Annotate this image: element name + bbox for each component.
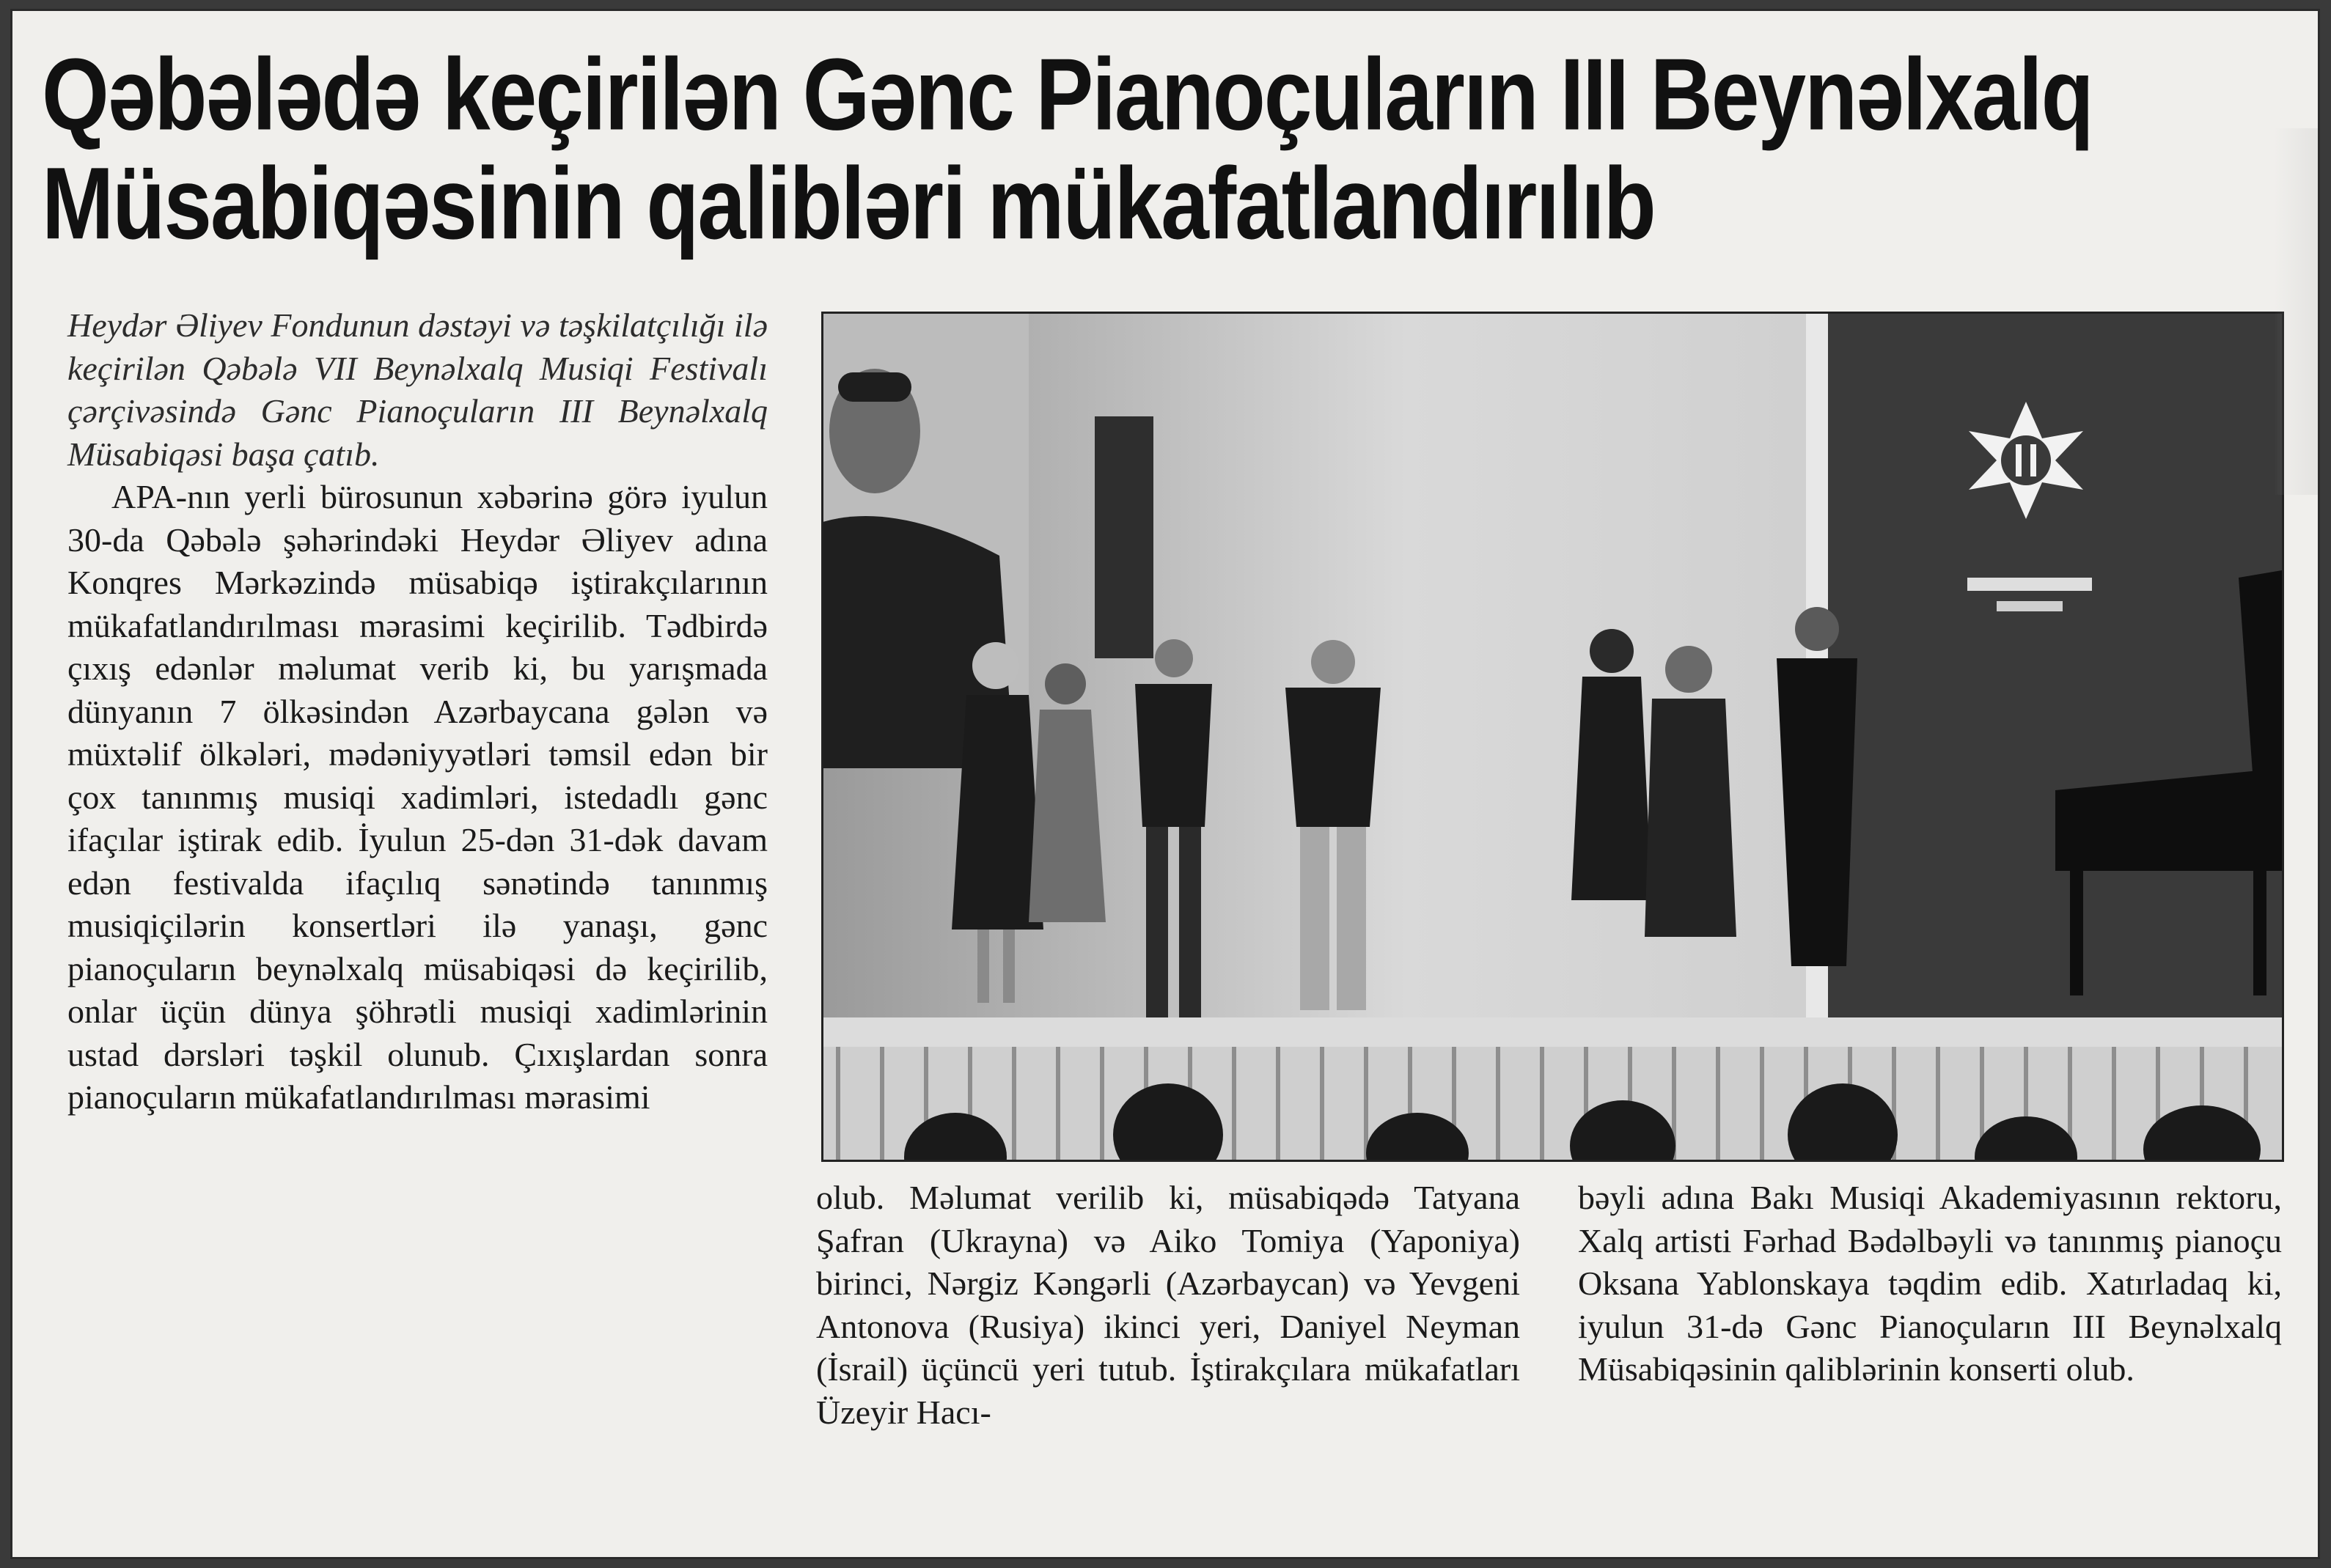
ceremony-photo-illustration — [823, 314, 2282, 1160]
body-paragraph-1: APA-nın yerli bürosunun xəbərinə görə iyulun 30-da Qəbələ şəhərindəki Heydər Əliyev adına Konqres Mərkəzində müsabiqə iştirakçılarının mükafatlandırılması mərasimi keçirilib. Tədbirdə çıxış edənlər məlumat verib ki, bu yarışmada dünyanın 7 ölkəsindən Azərbaycana gələn və müxtəlif ölkələri, mədəniyyətləri təmsil edən bir çox tanınmış musiqi xadimləri, istedadlı gənc ifaçılar iştirak edib. İyulun 25-dən 31-dək davam edən festivalda ifaçılıq sənətində tanınmış musiqiçilərin konsertləri ilə yanaşı, gənc pianoçuların beynəlxalq müsabiqəsi də keçirilib, onlar üçün dünya şöhrətli musiqi xadimlərinin ustad dərsləri təşkil olunub. Çıxışlardan sonra pianoçuların mükafatlandırılması mərasimi — [67, 478, 768, 1116]
adjacent-article-edge — [2274, 128, 2318, 495]
body-paragraph-3: bəyli adına Bakı Musiqi Akademiyasının rektoru, Xalq artisti Fərhad Bədəlbəyli və tanınmış pianoçu Oksana Yablonskaya təqdim edib. Xatırladaq ki, iyulun 31-də Gənc Pianoçuların III Beynəlxalq Müsabiqəsinin qaliblərinin konserti olub. — [1578, 1179, 2282, 1388]
headline — [42, 37, 2242, 261]
newspaper-clipping — [10, 9, 2320, 1559]
column-3 — [1578, 1177, 2282, 1391]
ceremony-photo — [821, 312, 2284, 1162]
column-1 — [67, 304, 768, 1119]
headline-line-1: Qəbələdə keçirilən Gənc Pianoçuların III Beynəlxalq — [42, 37, 2093, 152]
column-2 — [816, 1177, 1520, 1434]
body-paragraph-2: olub. Məlumat verilib ki, müsabiqədə Tatyana Şafran (Ukrayna) və Aiko Tomiya (Yaponiya) birinci, Nərgiz Kəngərli (Azərbaycan) və Yevgeni Antonova (Rusiya) ikinci yeri, Daniyel Neyman (İsrail) üçüncü yeri tutub. İştirakçılara mükafatları Üzeyir Hacı- — [816, 1179, 1520, 1431]
headline-line-2: Müsabiqəsinin qalibləri mükafatlandırılıb — [42, 147, 1655, 261]
lead-paragraph: Heydər Əliyev Fondunun dəstəyi və təşkilatçılığı ilə keçirilən Qəbələ VII Beynəlxalq Musiqi Festivalı çərçivəsində Gənc Pianoçuların III Beynəlxalq Müsabiqəsi başa çatıb. — [67, 306, 768, 473]
